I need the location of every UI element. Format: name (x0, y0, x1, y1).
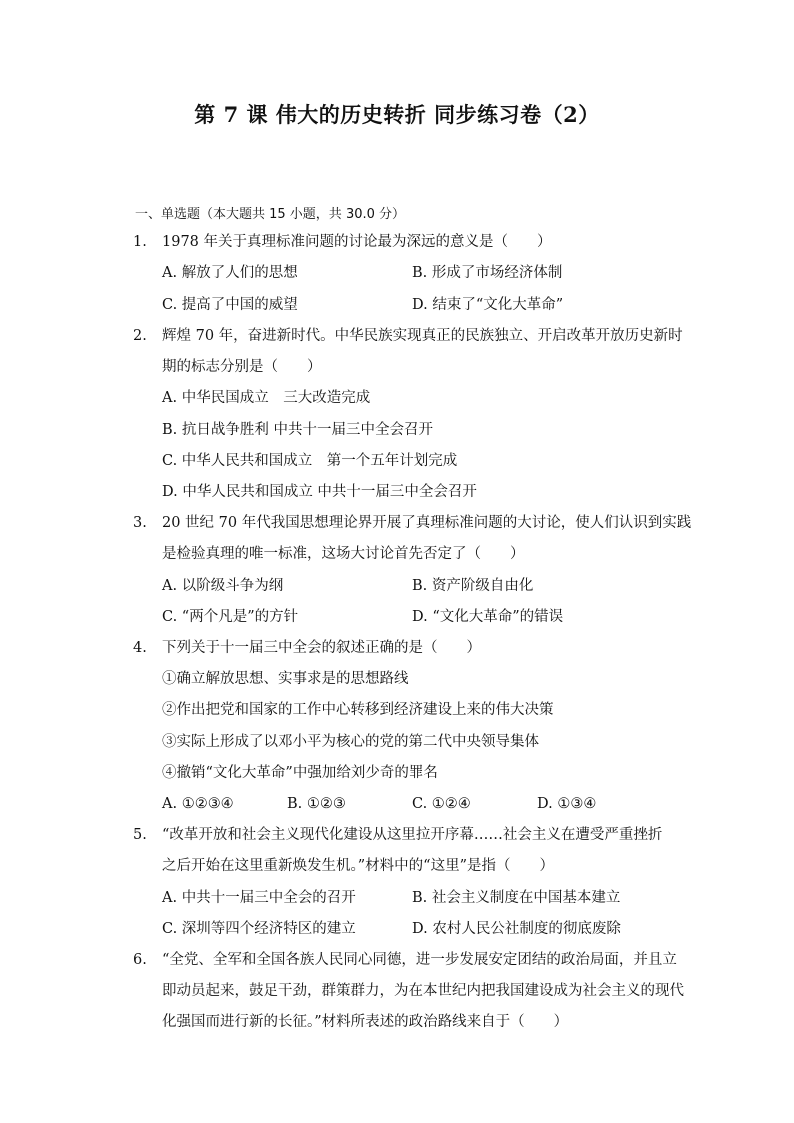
option-d: D. 农村人民公社制度的彻底废除 (412, 921, 621, 937)
option-b: B. 抗日战争胜利 中共十一届三中全会召开 (162, 422, 433, 438)
statement-1: ①确立解放思想、实事求是的思想路线 (162, 671, 409, 687)
option-c: C. 中华人民共和国成立 第一个五年计划完成 (162, 453, 458, 469)
question-stem: “改革开放和社会主义现代化建设从这里拉开序幕……社会主义在遭受严重挫折 (162, 827, 663, 843)
question-stem: 即动员起来，鼓足干劲，群策群力，为在本世纪内把我国建设成为社会主义的现代 (162, 983, 684, 999)
question-stem: 下列关于十一届三中全会的叙述正确的是（ ） (162, 640, 481, 656)
question-stem: 之后开始在这里重新焕发生机。”材料中的“这里”是指（ ） (162, 858, 554, 874)
question-stem: “全党、全军和全国各族人民同心同德，进一步发展安定团结的政治局面，并且立 (162, 952, 677, 968)
question-stem: 是检验真理的唯一标准，这场大讨论首先否定了（ ） (162, 546, 525, 562)
option-d: D. “文化大革命”的错误 (412, 609, 564, 625)
option-c: C. “两个凡是”的方针 (162, 609, 299, 625)
option-d: D. 中华人民共和国成立 中共十一届三中全会召开 (162, 484, 477, 500)
statement-2: ②作出把党和国家的工作中心转移到经济建设上来的伟大决策 (162, 702, 554, 718)
option-c: C. 提高了中国的威望 (162, 297, 298, 313)
option-d: D. ①③④ (537, 796, 597, 812)
section-heading: 一、单选题（本大题共 15 小题，共 30.0 分） (135, 207, 406, 222)
option-a: A. ①②③④ (162, 796, 234, 812)
question-number: 5. (133, 827, 147, 843)
option-c: C. ①②④ (412, 796, 471, 812)
question-number: 2. (133, 328, 147, 344)
option-b: B. 社会主义制度在中国基本建立 (412, 890, 621, 906)
option-b: B. ①②③ (287, 796, 346, 812)
question-stem: 化强国而进行新的长征。”材料所表述的政治路线来自于（ ） (162, 1014, 569, 1030)
question-stem: 1978 年关于真理标准问题的讨论最为深远的意义是（ ） (162, 234, 552, 250)
option-a: A. 解放了人们的思想 (162, 265, 298, 281)
question-number: 3. (133, 515, 147, 531)
option-a: A. 中华民国成立 三大改造完成 (162, 390, 371, 406)
question-number: 6. (133, 952, 147, 968)
statement-4: ④撤销“文化大革命”中强加给刘少奇的罪名 (162, 765, 438, 781)
question-stem: 辉煌 70 年，奋进新时代。中华民族实现真正的民族独立、开启改革开放历史新时 (162, 328, 683, 344)
question-stem: 20 世纪 70 年代我国思想理论界开展了真理标准问题的大讨论，使人们认识到实践 (162, 515, 692, 531)
option-b: B. 形成了市场经济体制 (412, 265, 563, 281)
option-c: C. 深圳等四个经济特区的建立 (162, 921, 356, 937)
option-b: B. 资产阶级自由化 (412, 578, 534, 594)
question-number: 1. (133, 234, 147, 250)
question-number: 4. (133, 640, 147, 656)
statement-3: ③实际上形成了以邓小平为核心的党的第二代中央领导集体 (162, 734, 539, 750)
option-a: A. 中共十一届三中全会的召开 (162, 890, 356, 906)
page-title: 第 7 课 伟大的历史转折 同步练习卷（2） (194, 102, 600, 127)
option-a: A. 以阶级斗争为纲 (162, 578, 284, 594)
question-stem: 期的标志分别是（ ） (162, 359, 322, 375)
option-d: D. 结束了“文化大革命” (412, 297, 564, 313)
